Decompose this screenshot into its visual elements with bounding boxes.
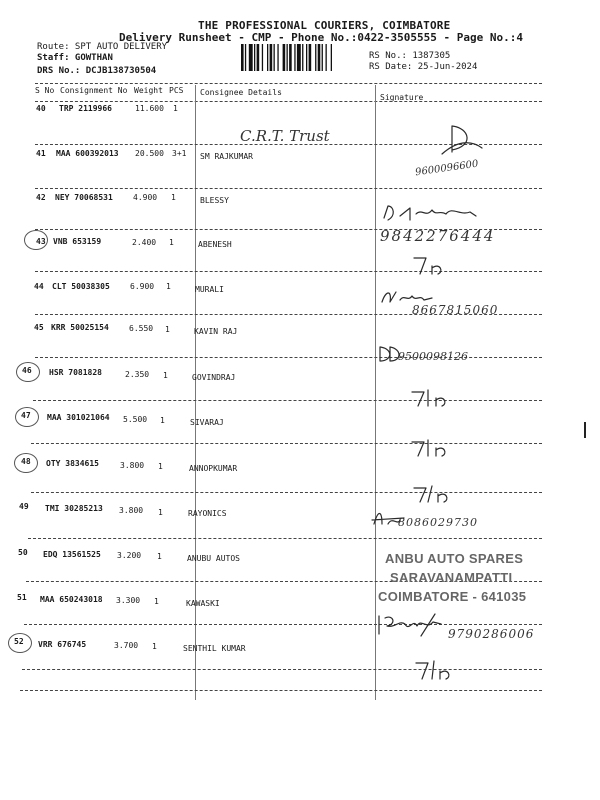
- row-sno: 42: [36, 193, 46, 202]
- row-pcs: 1: [166, 282, 171, 291]
- signature-scribble: [408, 434, 458, 460]
- row-sno: 51: [17, 593, 27, 602]
- signature-divider: [375, 85, 376, 700]
- row-pcs: 1: [160, 416, 165, 425]
- row-consignment: HSR 7081828: [49, 368, 102, 377]
- row-weight: 6.900: [130, 282, 155, 291]
- row-consignee: KAWASKI: [186, 599, 220, 608]
- route-label: Route: SPT AUTO DELIVERY: [37, 42, 168, 52]
- col-weight: Weight: [134, 86, 163, 95]
- row-divider: [28, 538, 542, 539]
- row-sno: 50: [18, 548, 28, 557]
- header-rule-top: [35, 83, 542, 84]
- row-sno: 44: [34, 282, 44, 291]
- signature-scribble: [376, 343, 406, 365]
- row-consignment: TMI 30285213: [45, 504, 103, 513]
- staff-label: Staff: GOWTHAN: [37, 53, 113, 63]
- row-divider: [31, 492, 542, 493]
- row-consignment: CLT 50038305: [52, 282, 110, 291]
- sno-circle-mark: [14, 453, 38, 473]
- row-weight: 3.700: [114, 641, 139, 650]
- row-weight: 11.600: [135, 104, 164, 113]
- row-consignment: MAA 301021064: [47, 413, 110, 422]
- handwritten-phone: 9842276444: [380, 227, 496, 245]
- row-divider: [31, 443, 542, 444]
- row-weight: 4.900: [133, 193, 158, 202]
- row-weight: 3.200: [117, 551, 142, 560]
- row-pcs: 1: [165, 325, 170, 334]
- row-consignee: BLESSY: [200, 196, 229, 205]
- handwritten-phone: 8667815060: [412, 303, 499, 317]
- row-weight: 3.800: [119, 506, 144, 515]
- row-divider: [24, 624, 542, 625]
- row-pcs: 1: [157, 552, 162, 561]
- header-rule-bottom: [35, 101, 542, 102]
- handwritten-crt-trust: C.R.T. Trust: [240, 127, 330, 145]
- signature-scribble: [412, 655, 462, 683]
- handwritten-phone: 8086029730: [398, 516, 478, 529]
- sno-circle-mark: [24, 230, 48, 250]
- row-sno: 48: [21, 457, 31, 466]
- row-consignee: SM RAJKUMAR: [200, 152, 253, 161]
- row-pcs: 1: [158, 462, 163, 471]
- row-consignment: KRR 50025154: [51, 323, 109, 332]
- handwritten-phone: 9600096600: [414, 158, 480, 179]
- row-sno: 45: [34, 323, 44, 332]
- row-consignee: ANUBU AUTOS: [187, 554, 240, 563]
- col-pcs: PCS: [169, 86, 184, 95]
- sno-circle-mark: [16, 362, 40, 382]
- margin-mark: [584, 422, 586, 438]
- row-sno: 43: [36, 237, 46, 246]
- company-title: THE PROFESSIONAL COURIERS, COIMBATORE: [198, 19, 451, 32]
- row-sno: 46: [22, 366, 32, 375]
- row-sno: 49: [19, 502, 29, 511]
- signature-scribble: [375, 610, 455, 640]
- row-consignee: SENTHIL KUMAR: [183, 644, 246, 653]
- stamp-line1: ANBU AUTO SPARES: [385, 551, 524, 566]
- row-pcs: 1: [169, 238, 174, 247]
- row-weight: 5.500: [123, 415, 148, 424]
- row-weight: 20.500: [135, 149, 164, 158]
- col-sno: S No: [35, 86, 55, 95]
- barcode: [241, 44, 361, 71]
- row-consignee: MURALI: [195, 285, 224, 294]
- row-sno: 52: [14, 637, 24, 646]
- col-consignment: Consignment No: [60, 86, 128, 95]
- stamp-line3: COIMBATORE - 641035: [378, 589, 527, 604]
- sno-circle-mark: [8, 633, 32, 653]
- row-divider: [22, 669, 542, 670]
- row-consignment: EDQ 13561525: [43, 550, 101, 559]
- row-divider: [35, 188, 542, 189]
- row-sno: 41: [36, 149, 46, 158]
- row-consignee: RAYONICS: [188, 509, 227, 518]
- row-consignment: VNB 653159: [53, 237, 102, 246]
- signature-scribble: [430, 118, 490, 168]
- row-pcs: 1: [152, 642, 157, 651]
- row-divider: [35, 271, 542, 272]
- row-consignment: VRR 676745: [38, 640, 87, 649]
- col-consignee: Consignee Details: [200, 88, 282, 97]
- row-weight: 2.350: [125, 370, 150, 379]
- row-consignee: GOVINDRAJ: [192, 373, 236, 382]
- row-pcs: 1: [158, 508, 163, 517]
- row-pcs: 1: [173, 104, 178, 113]
- row-consignment: NEY 70068531: [55, 193, 113, 202]
- signature-scribble: [410, 480, 460, 506]
- row-pcs: 1: [163, 371, 168, 380]
- handwritten-phone: 9500098126: [398, 350, 468, 363]
- row-weight: 3.800: [120, 461, 145, 470]
- row-sno: 40: [36, 104, 46, 113]
- signature-scribble: [370, 508, 406, 530]
- row-consignment: MAA 600392013: [56, 149, 119, 158]
- row-pcs: 1: [154, 597, 159, 606]
- handwritten-phone: 9790286006: [448, 627, 535, 641]
- stamp-line2: SARAVANAMPATTI: [390, 570, 513, 585]
- row-weight: 6.550: [129, 324, 154, 333]
- row-consignment: OTY 3834615: [46, 459, 99, 468]
- row-weight: 3.300: [116, 596, 141, 605]
- row-pcs: 3+1: [172, 149, 187, 158]
- row-sno: 47: [21, 411, 31, 420]
- row-weight: 2.400: [132, 238, 157, 247]
- col-signature: Signature: [380, 93, 424, 102]
- table-rule-bottom: [20, 690, 542, 691]
- row-consignee: ABENESH: [198, 240, 232, 249]
- row-consignee: KAVIN RAJ: [194, 327, 238, 336]
- runsheet-subtitle: Delivery Runsheet - CMP - Phone No.:0422-3505555 - Page No.:4: [119, 31, 523, 44]
- sno-circle-mark: [15, 407, 39, 427]
- drs-number: DRS No.: DCJB138730504: [37, 66, 157, 76]
- signature-scribble: [408, 386, 458, 410]
- signature-scribble: [378, 286, 438, 310]
- row-divider: [33, 400, 542, 401]
- signature-scribble: [380, 202, 500, 232]
- signature-scribble: [410, 252, 450, 278]
- row-consignee: SIVARAJ: [190, 418, 224, 427]
- row-consignee: ANNOPKUMAR: [189, 464, 238, 473]
- rs-date: RS Date: 25-Jun-2024: [369, 62, 478, 72]
- row-pcs: 1: [171, 193, 176, 202]
- row-consignment: TRP 2119966: [59, 104, 112, 113]
- row-consignment: MAA 650243018: [40, 595, 103, 604]
- rs-number: RS No.: 1387305: [369, 51, 451, 61]
